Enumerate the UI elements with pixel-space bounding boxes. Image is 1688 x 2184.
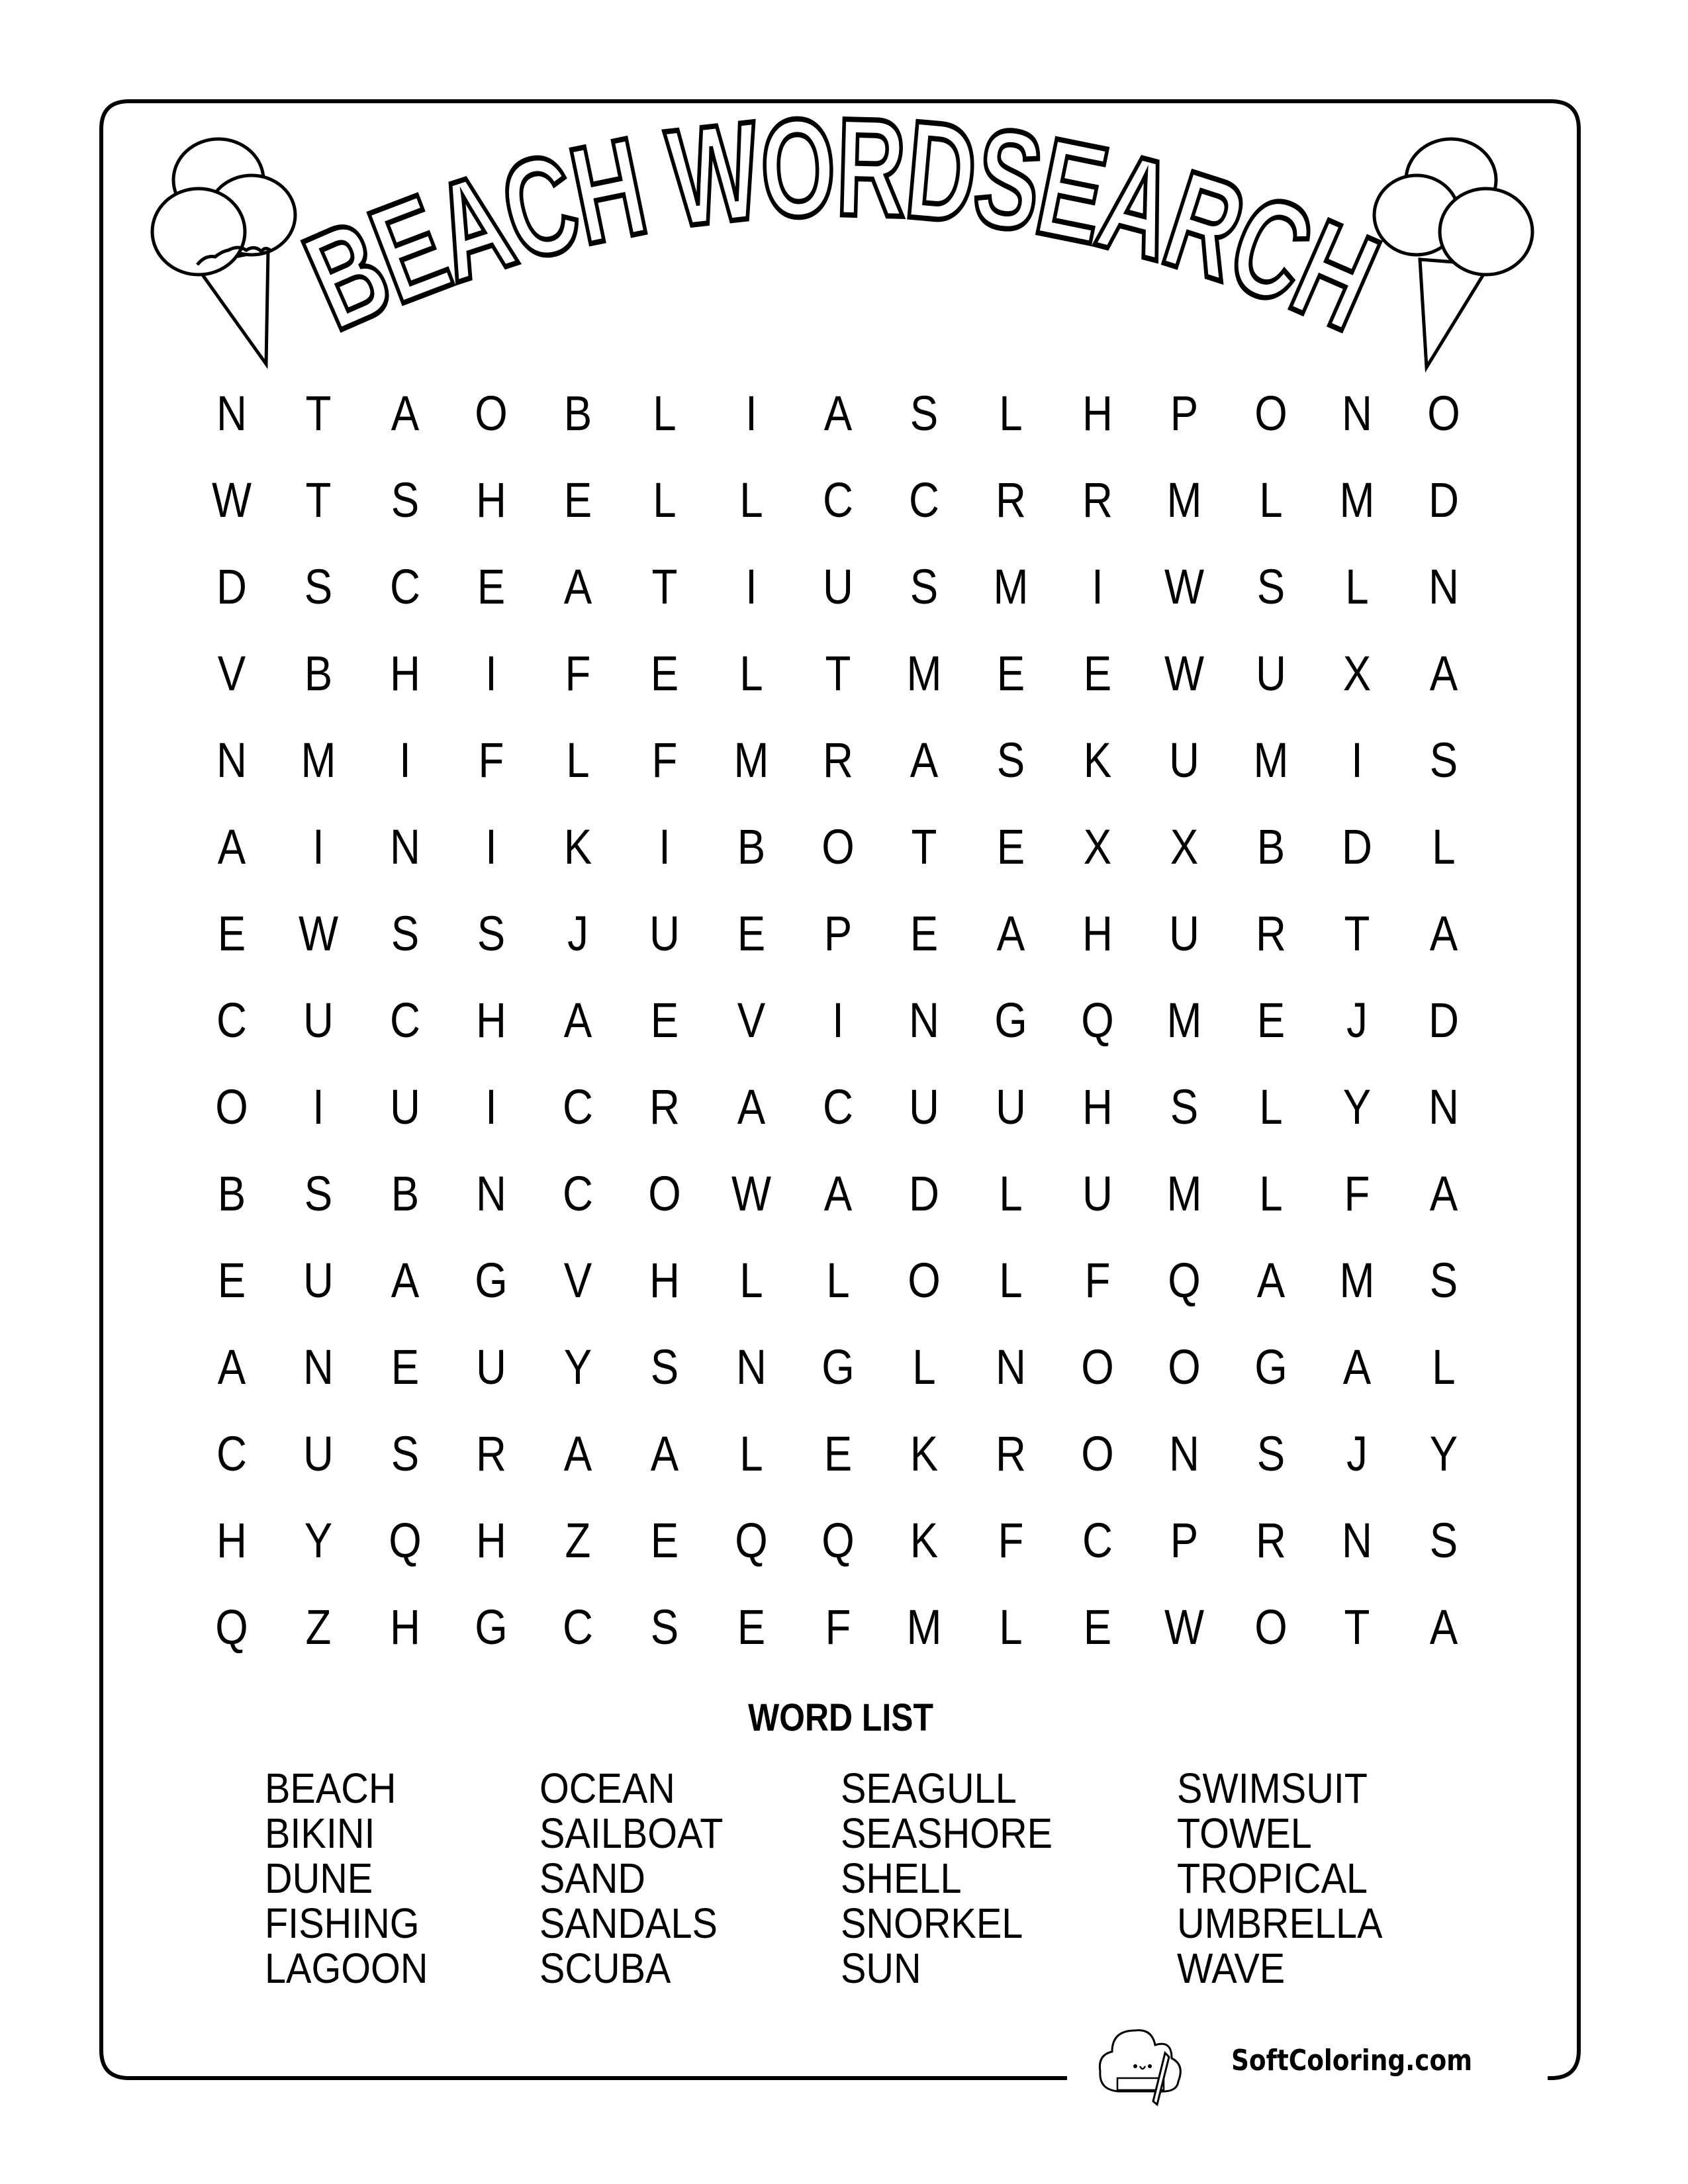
grid-letter[interactable]: F: [825, 1600, 851, 1655]
word-item: BIKINI: [265, 1809, 375, 1857]
word-item: LAGOON: [265, 1944, 428, 1992]
grid-letter[interactable]: N: [216, 386, 247, 441]
grid-letter[interactable]: U: [1168, 906, 1199, 961]
grid-letter[interactable]: A: [217, 819, 246, 874]
grid-letter[interactable]: L: [566, 733, 590, 788]
grid-letter[interactable]: N: [1429, 559, 1460, 614]
grid-letter[interactable]: P: [823, 906, 852, 961]
grid-letter[interactable]: Y: [1429, 1426, 1458, 1481]
grid-row: [192, 377, 1489, 464]
grid-letter[interactable]: Y: [304, 1513, 333, 1568]
grid-letter[interactable]: C: [563, 1600, 594, 1655]
grid-letter[interactable]: W: [1164, 646, 1204, 701]
grid-letter[interactable]: M: [993, 559, 1029, 614]
grid-letter[interactable]: E: [996, 819, 1025, 874]
grid-letter[interactable]: U: [996, 1079, 1027, 1134]
grid-letter[interactable]: S: [1170, 1079, 1199, 1134]
grid-letter[interactable]: M: [906, 646, 942, 701]
grid-letter[interactable]: M: [1253, 733, 1289, 788]
grid-letter[interactable]: G: [475, 1253, 508, 1308]
grid-letter[interactable]: O: [1254, 1600, 1288, 1655]
grid-letter[interactable]: A: [910, 733, 939, 788]
grid-letter[interactable]: F: [565, 646, 591, 701]
grid-letter[interactable]: B: [1256, 819, 1285, 874]
grid-letter[interactable]: P: [1170, 386, 1199, 441]
page-title: BEACH WORDSEARCH: [285, 87, 1425, 372]
grid-letter[interactable]: G: [475, 1600, 508, 1655]
grid-letter[interactable]: O: [821, 819, 855, 874]
word-item: SAILBOAT: [539, 1809, 724, 1857]
grid-row: [192, 811, 1489, 897]
grid-letter[interactable]: K: [910, 1426, 939, 1481]
grid-letter[interactable]: U: [303, 1426, 334, 1481]
grid-letter[interactable]: R: [1082, 473, 1113, 527]
grid-letter[interactable]: T: [651, 559, 678, 614]
grid-letter[interactable]: L: [825, 1253, 850, 1308]
grid-letter[interactable]: H: [476, 1513, 507, 1568]
grid-row: [192, 1071, 1489, 1158]
grid-letter[interactable]: A: [1429, 906, 1458, 961]
grid-letter[interactable]: K: [563, 819, 592, 874]
grid-letter[interactable]: A: [737, 1079, 766, 1134]
grid-letter[interactable]: D: [909, 1166, 940, 1221]
grid-letter[interactable]: L: [999, 386, 1023, 441]
word-item: OCEAN: [539, 1764, 675, 1812]
grid-letter[interactable]: O: [1168, 1340, 1201, 1394]
grid-letter[interactable]: N: [1342, 386, 1373, 441]
grid-letter[interactable]: A: [563, 559, 592, 614]
grid-letter[interactable]: L: [999, 1166, 1023, 1221]
grid-letter[interactable]: A: [1429, 646, 1458, 701]
grid-letter[interactable]: U: [1082, 1166, 1113, 1221]
grid-letter[interactable]: T: [1344, 906, 1370, 961]
grid-letter[interactable]: M: [1339, 473, 1375, 527]
grid-letter[interactable]: O: [1427, 386, 1460, 441]
grid-row: [192, 637, 1489, 724]
word-list-column-2: [539, 1766, 743, 1991]
grid-letter[interactable]: A: [1429, 1166, 1458, 1221]
grid-row: [192, 551, 1489, 637]
grid-letter[interactable]: F: [651, 733, 678, 788]
grid-letter[interactable]: S: [391, 906, 419, 961]
grid-letter[interactable]: S: [996, 733, 1025, 788]
grid-letter[interactable]: Y: [563, 1340, 592, 1394]
grid-letter[interactable]: O: [908, 1253, 941, 1308]
word-item: WAVE: [1177, 1944, 1286, 1992]
grid-letter[interactable]: L: [1432, 819, 1456, 874]
grid-letter[interactable]: I: [745, 386, 757, 441]
grid-letter[interactable]: S: [1256, 1426, 1285, 1481]
grid-letter[interactable]: H: [389, 1600, 420, 1655]
ice-cream-cone-left-icon: [152, 139, 295, 364]
grid-letter[interactable]: I: [312, 819, 324, 874]
grid-letter[interactable]: E: [217, 906, 246, 961]
grid-letter[interactable]: V: [217, 646, 246, 701]
grid-letter[interactable]: L: [739, 1426, 763, 1481]
grid-letter[interactable]: S: [1256, 559, 1285, 614]
grid-letter[interactable]: L: [739, 473, 763, 527]
grid-letter[interactable]: U: [303, 1253, 334, 1308]
grid-letter[interactable]: E: [1083, 646, 1112, 701]
grid-row: [192, 1591, 1489, 1678]
grid-letter[interactable]: R: [822, 733, 853, 788]
grid-letter[interactable]: N: [216, 733, 247, 788]
grid-letter[interactable]: Y: [1343, 1079, 1372, 1134]
grid-letter[interactable]: B: [563, 386, 592, 441]
grid-letter[interactable]: R: [996, 473, 1027, 527]
grid-letter[interactable]: A: [650, 1426, 679, 1481]
grid-letter[interactable]: J: [1346, 1426, 1368, 1481]
grid-letter[interactable]: M: [1339, 1253, 1375, 1308]
grid-letter[interactable]: I: [659, 819, 671, 874]
grid-letter[interactable]: R: [649, 1079, 680, 1134]
word-list-column-3: [841, 1766, 1076, 1991]
grid-letter[interactable]: D: [1342, 819, 1373, 874]
grid-letter[interactable]: J: [1346, 993, 1368, 1048]
grid-letter[interactable]: I: [1092, 559, 1103, 614]
grid-letter[interactable]: O: [1254, 386, 1288, 441]
grid-letter[interactable]: S: [910, 559, 939, 614]
word-item: SEAGULL: [841, 1764, 1017, 1812]
grid-letter[interactable]: A: [823, 1166, 852, 1221]
grid-letter[interactable]: I: [485, 819, 498, 874]
word-item: TROPICAL: [1177, 1854, 1368, 1902]
grid-letter[interactable]: L: [1258, 1079, 1283, 1134]
grid-letter[interactable]: D: [1429, 993, 1460, 1048]
word-item: SEASHORE: [841, 1809, 1053, 1857]
ice-cream-cone-right-icon: [1374, 139, 1532, 367]
grid-letter[interactable]: S: [650, 1600, 679, 1655]
grid-letter[interactable]: T: [911, 819, 937, 874]
word-item: SANDALS: [539, 1899, 718, 1947]
grid-letter[interactable]: M: [733, 733, 769, 788]
grid-letter[interactable]: Q: [215, 1600, 248, 1655]
grid-letter[interactable]: G: [1254, 1340, 1288, 1394]
grid-letter[interactable]: A: [996, 906, 1025, 961]
grid-letter[interactable]: O: [215, 1079, 248, 1134]
word-item: SAND: [539, 1854, 646, 1902]
grid-letter[interactable]: C: [822, 1079, 853, 1134]
grid-letter[interactable]: E: [650, 993, 679, 1048]
grid-letter[interactable]: Z: [305, 1600, 332, 1655]
grid-letter[interactable]: W: [1164, 1600, 1204, 1655]
grid-letter[interactable]: X: [1170, 819, 1199, 874]
grid-letter[interactable]: I: [312, 1079, 324, 1134]
grid-row: [192, 897, 1489, 984]
grid-letter[interactable]: L: [739, 1253, 763, 1308]
grid-letter[interactable]: A: [1429, 1600, 1458, 1655]
grid-letter[interactable]: T: [1344, 1600, 1370, 1655]
grid-letter[interactable]: Q: [735, 1513, 768, 1568]
grid-letter[interactable]: I: [485, 646, 498, 701]
grid-letter[interactable]: N: [996, 1340, 1027, 1394]
grid-row: [192, 1244, 1489, 1331]
grid-letter[interactable]: E: [391, 1340, 419, 1394]
word-list-column-4: [1177, 1766, 1405, 1991]
grid-letter[interactable]: E: [477, 559, 506, 614]
grid-letter[interactable]: L: [653, 386, 677, 441]
grid-letter[interactable]: E: [823, 1426, 852, 1481]
grid-letter[interactable]: K: [1083, 733, 1112, 788]
grid-letter[interactable]: M: [906, 1600, 942, 1655]
grid-letter[interactable]: T: [305, 473, 332, 527]
grid-letter[interactable]: R: [476, 1426, 507, 1481]
cloud-with-pencil-icon: [1079, 2019, 1225, 2111]
grid-letter[interactable]: C: [563, 1079, 594, 1134]
grid-letter[interactable]: U: [1168, 733, 1199, 788]
grid-letter[interactable]: C: [563, 1166, 594, 1221]
grid-letter[interactable]: V: [737, 993, 766, 1048]
grid-letter[interactable]: H: [1082, 1079, 1113, 1134]
grid-letter[interactable]: N: [476, 1166, 507, 1221]
grid-letter[interactable]: E: [563, 473, 592, 527]
grid-letter[interactable]: A: [217, 1340, 246, 1394]
grid-letter[interactable]: R: [1255, 906, 1286, 961]
grid-letter[interactable]: C: [389, 993, 420, 1048]
word-item: DUNE: [265, 1854, 373, 1902]
grid-letter[interactable]: H: [1082, 906, 1113, 961]
grid-letter[interactable]: L: [1258, 1166, 1283, 1221]
word-item: TOWEL: [1177, 1809, 1312, 1857]
grid-letter[interactable]: E: [910, 906, 939, 961]
grid-row: [192, 464, 1489, 551]
grid-letter[interactable]: A: [391, 1253, 419, 1308]
grid-row: [192, 724, 1489, 811]
grid-letter[interactable]: N: [1429, 1079, 1460, 1134]
grid-letter[interactable]: U: [303, 993, 334, 1048]
grid-letter[interactable]: I: [1351, 733, 1364, 788]
grid-letter[interactable]: B: [304, 646, 333, 701]
grid-letter[interactable]: G: [821, 1340, 855, 1394]
grid-letter[interactable]: K: [910, 1513, 939, 1568]
grid-letter[interactable]: C: [216, 1426, 247, 1481]
grid-letter[interactable]: D: [1429, 473, 1460, 527]
grid-letter[interactable]: C: [1082, 1513, 1113, 1568]
grid-letter[interactable]: S: [304, 1166, 333, 1221]
grid-letter[interactable]: U: [476, 1340, 507, 1394]
grid-row: [192, 1158, 1489, 1244]
grid-letter[interactable]: L: [999, 1253, 1023, 1308]
grid-letter[interactable]: O: [475, 386, 508, 441]
word-item: SCUBA: [539, 1944, 671, 1992]
grid-letter[interactable]: T: [305, 386, 332, 441]
grid-letter[interactable]: E: [737, 1600, 766, 1655]
grid-letter[interactable]: N: [909, 993, 940, 1048]
grid-letter[interactable]: B: [217, 1166, 246, 1221]
word-item: FISHING: [265, 1899, 420, 1947]
grid-letter[interactable]: L: [1432, 1340, 1456, 1394]
grid-letter[interactable]: X: [1343, 646, 1372, 701]
grid-letter[interactable]: A: [563, 993, 592, 1048]
brand-name[interactable]: SoftColoring.com: [1231, 2044, 1473, 2077]
grid-letter[interactable]: E: [1083, 1600, 1112, 1655]
grid-letter[interactable]: M: [1166, 473, 1202, 527]
grid-letter[interactable]: W: [298, 906, 338, 961]
grid-letter[interactable]: E: [650, 1513, 679, 1568]
grid-letter[interactable]: A: [823, 386, 852, 441]
grid-letter[interactable]: P: [1170, 1513, 1199, 1568]
grid-letter[interactable]: M: [301, 733, 336, 788]
grid-letter[interactable]: U: [909, 1079, 940, 1134]
grid-letter[interactable]: S: [910, 386, 939, 441]
grid-letter[interactable]: J: [567, 906, 589, 961]
grid-row: [192, 984, 1489, 1071]
word-item: SWIMSUIT: [1177, 1764, 1368, 1812]
grid-letter[interactable]: O: [648, 1166, 681, 1221]
grid-letter[interactable]: B: [737, 819, 766, 874]
grid-letter[interactable]: H: [216, 1513, 247, 1568]
grid-letter[interactable]: S: [650, 1340, 679, 1394]
grid-letter[interactable]: H: [389, 646, 420, 701]
grid-letter[interactable]: W: [211, 473, 252, 527]
grid-letter[interactable]: S: [1429, 733, 1458, 788]
grid-letter[interactable]: B: [391, 1166, 419, 1221]
grid-letter[interactable]: L: [739, 646, 763, 701]
grid-letter[interactable]: I: [399, 733, 411, 788]
grid-letter[interactable]: F: [998, 1513, 1024, 1568]
grid-letter[interactable]: Z: [565, 1513, 591, 1568]
grid-letter[interactable]: C: [389, 559, 420, 614]
grid-letter[interactable]: U: [649, 906, 680, 961]
grid-letter[interactable]: E: [217, 1253, 246, 1308]
grid-letter[interactable]: U: [822, 559, 853, 614]
grid-letter[interactable]: I: [485, 1079, 498, 1134]
header: [0, 0, 1688, 397]
grid-letter[interactable]: H: [1082, 386, 1113, 441]
grid-letter[interactable]: M: [1166, 1166, 1202, 1221]
grid-letter[interactable]: E: [996, 646, 1025, 701]
word-item: SNORKEL: [841, 1899, 1023, 1947]
grid-letter[interactable]: C: [909, 473, 940, 527]
grid-letter[interactable]: C: [216, 993, 247, 1048]
grid-letter[interactable]: N: [1168, 1426, 1199, 1481]
grid-letter[interactable]: F: [478, 733, 504, 788]
grid-letter[interactable]: U: [1255, 646, 1286, 701]
grid-letter[interactable]: L: [1345, 559, 1370, 614]
grid-letter[interactable]: S: [304, 559, 333, 614]
grid-letter[interactable]: R: [1255, 1513, 1286, 1568]
grid-letter[interactable]: H: [476, 993, 507, 1048]
grid-letter[interactable]: Q: [1168, 1253, 1201, 1308]
grid-letter[interactable]: I: [831, 993, 844, 1048]
grid-row: [192, 1331, 1489, 1418]
word-list-title: WORD LIST: [748, 1696, 933, 1739]
grid-letter[interactable]: L: [999, 1600, 1023, 1655]
grid-letter[interactable]: U: [389, 1079, 420, 1134]
word-item: BEACH: [265, 1764, 397, 1812]
grid-letter[interactable]: E: [1256, 993, 1285, 1048]
grid-letter[interactable]: V: [563, 1253, 592, 1308]
grid-letter[interactable]: S: [1429, 1253, 1458, 1308]
word-item: SHELL: [841, 1854, 962, 1902]
grid-letter[interactable]: A: [391, 386, 419, 441]
grid-letter[interactable]: Q: [388, 1513, 422, 1568]
grid-letter[interactable]: M: [1166, 993, 1202, 1048]
grid-letter[interactable]: N: [735, 1340, 767, 1394]
grid-letter[interactable]: O: [1081, 1426, 1114, 1481]
grid-letter[interactable]: W: [731, 1166, 771, 1221]
grid-letter[interactable]: F: [1344, 1166, 1370, 1221]
grid-letter[interactable]: S: [391, 1426, 419, 1481]
grid-letter[interactable]: Q: [821, 1513, 855, 1568]
grid-letter[interactable]: N: [303, 1340, 334, 1394]
word-item: SUN: [841, 1944, 921, 1992]
grid-letter[interactable]: L: [653, 473, 677, 527]
grid-letter[interactable]: I: [745, 559, 757, 614]
grid-row: [192, 1418, 1489, 1504]
grid-letter[interactable]: A: [1343, 1340, 1372, 1394]
grid-letter[interactable]: E: [650, 646, 679, 701]
grid-letter[interactable]: G: [994, 993, 1027, 1048]
brand-logo[interactable]: [1079, 2019, 1542, 2111]
grid-letter[interactable]: C: [822, 473, 853, 527]
grid-letter[interactable]: H: [476, 473, 507, 527]
grid-letter[interactable]: L: [912, 1340, 937, 1394]
grid-letter[interactable]: O: [1081, 1340, 1114, 1394]
grid-letter[interactable]: N: [1342, 1513, 1373, 1568]
grid-letter[interactable]: F: [1084, 1253, 1111, 1308]
grid-letter[interactable]: E: [737, 906, 766, 961]
grid-letter[interactable]: S: [391, 473, 419, 527]
grid-letter[interactable]: H: [649, 1253, 680, 1308]
grid-letter[interactable]: A: [1256, 1253, 1285, 1308]
grid-letter[interactable]: W: [1164, 559, 1204, 614]
grid-letter[interactable]: S: [477, 906, 506, 961]
grid-letter[interactable]: X: [1083, 819, 1112, 874]
grid-letter[interactable]: D: [216, 559, 247, 614]
grid-letter[interactable]: R: [996, 1426, 1027, 1481]
grid-letter[interactable]: L: [1258, 473, 1283, 527]
grid-letter[interactable]: A: [563, 1426, 592, 1481]
grid-letter[interactable]: N: [389, 819, 420, 874]
word-list-column-1: [265, 1766, 446, 1991]
word-item: UMBRELLA: [1177, 1899, 1383, 1947]
grid-row: [192, 1504, 1489, 1591]
grid-letter[interactable]: T: [825, 646, 851, 701]
grid-letter[interactable]: S: [1429, 1513, 1458, 1568]
grid-letter[interactable]: Q: [1081, 993, 1114, 1048]
